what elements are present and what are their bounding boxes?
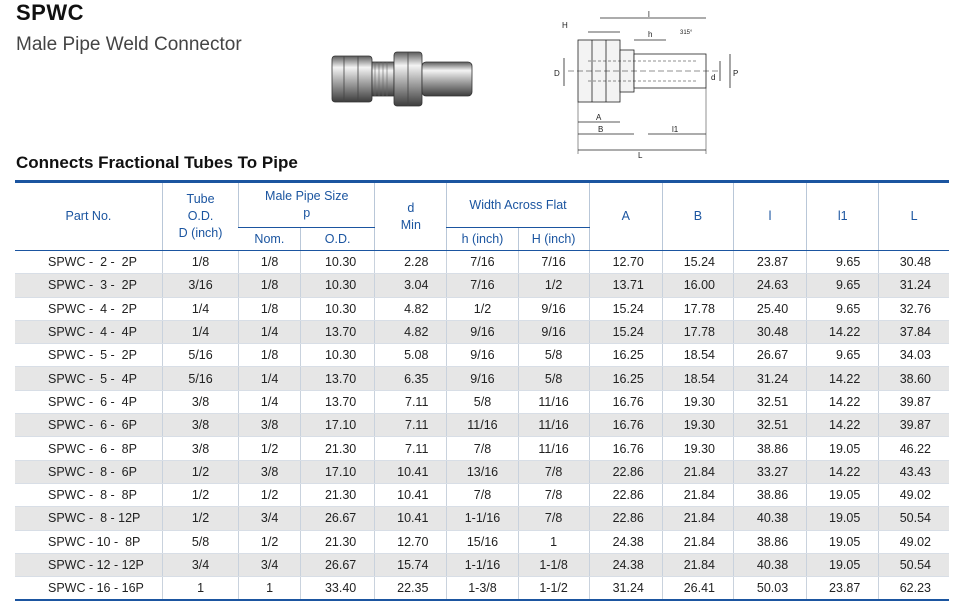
table-cell: 33.40 bbox=[301, 577, 375, 601]
table-cell: 9.65 bbox=[807, 251, 879, 274]
table-cell: 22.35 bbox=[375, 577, 447, 601]
table-cell: 19.30 bbox=[662, 414, 733, 437]
table-cell: 62.23 bbox=[879, 577, 949, 601]
table-cell: 25.40 bbox=[733, 297, 806, 320]
table-cell: 3.04 bbox=[375, 274, 447, 297]
table-cell: 3/8 bbox=[162, 437, 238, 460]
table-row bbox=[15, 437, 949, 460]
table-cell: 5/8 bbox=[447, 390, 518, 413]
table-cell: 4.82 bbox=[375, 297, 447, 320]
section-heading: Connects Fractional Tubes To Pipe bbox=[16, 153, 298, 172]
table-cell: 18.54 bbox=[662, 344, 733, 367]
table-cell: 21.84 bbox=[662, 460, 733, 483]
table-cell: 19.05 bbox=[807, 483, 879, 506]
table-cell: 19.30 bbox=[662, 437, 733, 460]
table-cell: 23.87 bbox=[733, 251, 806, 274]
table-cell: 10.30 bbox=[301, 251, 375, 274]
table-row bbox=[15, 507, 949, 530]
table-cell: 1/8 bbox=[239, 297, 301, 320]
table-cell: 14.22 bbox=[807, 414, 879, 437]
header-nom: Nom. bbox=[239, 228, 301, 251]
header-d-min: d Min bbox=[375, 182, 447, 251]
table-cell: 3/4 bbox=[239, 507, 301, 530]
table-cell: 11/16 bbox=[518, 437, 589, 460]
table-cell: 9.65 bbox=[807, 297, 879, 320]
table-cell: 1/2 bbox=[162, 483, 238, 506]
header-l1: l1 bbox=[807, 182, 879, 251]
table-cell: 13.70 bbox=[301, 320, 375, 343]
part-number-cell: SPWC - 6 - 4P bbox=[15, 390, 162, 413]
dim-label-l1: l1 bbox=[672, 125, 679, 134]
table-cell: 14.22 bbox=[807, 367, 879, 390]
table-cell: 40.38 bbox=[733, 553, 806, 576]
header-l: l bbox=[733, 182, 806, 251]
table-cell: 12.70 bbox=[375, 530, 447, 553]
table-cell: 1-1/8 bbox=[518, 553, 589, 576]
table-cell: 31.24 bbox=[733, 367, 806, 390]
table-cell: 1/8 bbox=[239, 344, 301, 367]
page-title: SPWC bbox=[16, 0, 84, 25]
table-cell: 21.84 bbox=[662, 483, 733, 506]
table-cell: 50.54 bbox=[879, 507, 949, 530]
table-cell: 21.30 bbox=[301, 483, 375, 506]
table-cell: 38.60 bbox=[879, 367, 949, 390]
table-cell: 50.03 bbox=[733, 577, 806, 601]
part-number-cell: SPWC - 8 - 12P bbox=[15, 507, 162, 530]
table-cell: 2.28 bbox=[375, 251, 447, 274]
table-cell: 3/8 bbox=[162, 414, 238, 437]
table-row bbox=[15, 320, 949, 343]
table-cell: 19.05 bbox=[807, 553, 879, 576]
table-cell: 1/4 bbox=[162, 320, 238, 343]
table-cell: 19.05 bbox=[807, 437, 879, 460]
table-cell: 4.82 bbox=[375, 320, 447, 343]
dim-label-H: H bbox=[562, 21, 568, 30]
table-cell: 11/16 bbox=[447, 414, 518, 437]
table-cell: 10.41 bbox=[375, 460, 447, 483]
dim-label-P: P bbox=[733, 69, 739, 78]
table-cell: 1/8 bbox=[239, 274, 301, 297]
table-cell: 1/8 bbox=[162, 251, 238, 274]
table-cell: 10.30 bbox=[301, 274, 375, 297]
dim-label-h: h bbox=[648, 30, 653, 39]
table-cell: 3/8 bbox=[239, 414, 301, 437]
table-cell: 3/16 bbox=[162, 274, 238, 297]
table-cell: 7/8 bbox=[447, 483, 518, 506]
table-cell: 1 bbox=[162, 577, 238, 601]
table-cell: 13.70 bbox=[301, 367, 375, 390]
table-cell: 19.30 bbox=[662, 390, 733, 413]
dim-label-B: B bbox=[598, 125, 604, 134]
table-cell: 11/16 bbox=[518, 414, 589, 437]
part-number-cell: SPWC - 8 - 6P bbox=[15, 460, 162, 483]
table-cell: 26.67 bbox=[733, 344, 806, 367]
table-cell: 1/2 bbox=[447, 297, 518, 320]
table-cell: 1/4 bbox=[162, 297, 238, 320]
table-cell: 1/2 bbox=[162, 507, 238, 530]
part-number-cell: SPWC - 3 - 2P bbox=[15, 274, 162, 297]
table-cell: 3/4 bbox=[239, 553, 301, 576]
table-cell: 30.48 bbox=[879, 251, 949, 274]
table-cell: 1 bbox=[518, 530, 589, 553]
table-cell: 9/16 bbox=[447, 344, 518, 367]
part-number-cell: SPWC - 16 - 16P bbox=[15, 577, 162, 601]
table-cell: 13.71 bbox=[589, 274, 662, 297]
product-image bbox=[328, 48, 476, 110]
table-cell: 22.86 bbox=[589, 460, 662, 483]
table-cell: 16.76 bbox=[589, 390, 662, 413]
table-cell: 17.78 bbox=[662, 297, 733, 320]
header-L: L bbox=[879, 182, 949, 251]
header-part-no: Part No. bbox=[15, 182, 162, 251]
table-cell: 10.30 bbox=[301, 344, 375, 367]
table-cell: 1/2 bbox=[239, 483, 301, 506]
table-cell: 38.86 bbox=[733, 437, 806, 460]
table-cell: 7/8 bbox=[518, 460, 589, 483]
table-cell: 9/16 bbox=[447, 367, 518, 390]
part-number-cell: SPWC - 5 - 2P bbox=[15, 344, 162, 367]
table-cell: 24.38 bbox=[589, 530, 662, 553]
part-number-cell: SPWC - 10 - 8P bbox=[15, 530, 162, 553]
table-cell: 38.86 bbox=[733, 530, 806, 553]
table-row bbox=[15, 344, 949, 367]
table-row bbox=[15, 390, 949, 413]
table-cell: 49.02 bbox=[879, 483, 949, 506]
table-cell: 43.43 bbox=[879, 460, 949, 483]
dim-label-d: d bbox=[711, 73, 716, 82]
table-row bbox=[15, 274, 949, 297]
table-cell: 1/4 bbox=[239, 390, 301, 413]
table-cell: 1/4 bbox=[239, 320, 301, 343]
table-cell: 13/16 bbox=[447, 460, 518, 483]
table-cell: 26.67 bbox=[301, 507, 375, 530]
table-cell: 39.87 bbox=[879, 390, 949, 413]
table-cell: 5/16 bbox=[162, 367, 238, 390]
header-A: A bbox=[589, 182, 662, 251]
table-cell: 24.63 bbox=[733, 274, 806, 297]
table-cell: 15/16 bbox=[447, 530, 518, 553]
table-cell: 9.65 bbox=[807, 344, 879, 367]
part-number-cell: SPWC - 4 - 4P bbox=[15, 320, 162, 343]
table-cell: 21.30 bbox=[301, 530, 375, 553]
table-cell: 31.24 bbox=[589, 577, 662, 601]
table-cell: 21.84 bbox=[662, 530, 733, 553]
table-cell: 1-1/16 bbox=[447, 507, 518, 530]
header-tube-od: Tube O.D. D (inch) bbox=[162, 182, 238, 251]
table-cell: 24.38 bbox=[589, 553, 662, 576]
table-cell: 17.10 bbox=[301, 414, 375, 437]
table-cell: 9/16 bbox=[447, 320, 518, 343]
header-h-inch: h (inch) bbox=[447, 228, 518, 251]
table-cell: 7/8 bbox=[518, 483, 589, 506]
table-cell: 21.30 bbox=[301, 437, 375, 460]
table-cell: 7.11 bbox=[375, 414, 447, 437]
table-cell: 5/16 bbox=[162, 344, 238, 367]
table-cell: 14.22 bbox=[807, 460, 879, 483]
table-cell: 7/16 bbox=[447, 251, 518, 274]
table-row bbox=[15, 251, 949, 274]
table-cell: 5/8 bbox=[518, 367, 589, 390]
part-number-cell: SPWC - 2 - 2P bbox=[15, 251, 162, 274]
table-cell: 1 bbox=[239, 577, 301, 601]
table-cell: 3/4 bbox=[162, 553, 238, 576]
table-cell: 15.24 bbox=[589, 297, 662, 320]
table-cell: 32.76 bbox=[879, 297, 949, 320]
header-od: O.D. bbox=[301, 228, 375, 251]
part-number-cell: SPWC - 6 - 6P bbox=[15, 414, 162, 437]
table-cell: 14.22 bbox=[807, 390, 879, 413]
table-cell: 40.38 bbox=[733, 507, 806, 530]
header-H-inch: H (inch) bbox=[518, 228, 589, 251]
table-cell: 1/2 bbox=[518, 274, 589, 297]
table-cell: 38.86 bbox=[733, 483, 806, 506]
page-subtitle: Male Pipe Weld Connector bbox=[16, 34, 242, 55]
table-cell: 33.27 bbox=[733, 460, 806, 483]
table-row bbox=[15, 483, 949, 506]
table-cell: 23.87 bbox=[807, 577, 879, 601]
spec-table-body bbox=[15, 251, 949, 601]
table-cell: 16.25 bbox=[589, 367, 662, 390]
dim-label-l: l bbox=[648, 10, 650, 19]
dimension-drawing bbox=[548, 10, 748, 160]
header-width-across-flat: Width Across Flat bbox=[447, 182, 589, 228]
table-cell: 46.22 bbox=[879, 437, 949, 460]
table-cell: 6.35 bbox=[375, 367, 447, 390]
table-cell: 32.51 bbox=[733, 390, 806, 413]
table-cell: 18.54 bbox=[662, 367, 733, 390]
header-male-pipe-size: Male Pipe Size p bbox=[239, 182, 375, 228]
part-number-cell: SPWC - 8 - 8P bbox=[15, 483, 162, 506]
part-number-cell: SPWC - 12 - 12P bbox=[15, 553, 162, 576]
table-cell: 30.48 bbox=[733, 320, 806, 343]
table-row bbox=[15, 414, 949, 437]
table-cell: 1/2 bbox=[162, 460, 238, 483]
table-cell: 16.00 bbox=[662, 274, 733, 297]
table-cell: 5/8 bbox=[518, 344, 589, 367]
table-cell: 17.10 bbox=[301, 460, 375, 483]
table-cell: 9/16 bbox=[518, 297, 589, 320]
dim-label-L: L bbox=[638, 151, 643, 160]
dim-label-angle: 315° bbox=[680, 30, 693, 36]
table-cell: 1/2 bbox=[239, 437, 301, 460]
table-cell: 21.84 bbox=[662, 553, 733, 576]
table-cell: 49.02 bbox=[879, 530, 949, 553]
table-cell: 39.87 bbox=[879, 414, 949, 437]
header-B: B bbox=[662, 182, 733, 251]
table-cell: 37.84 bbox=[879, 320, 949, 343]
table-cell: 7/8 bbox=[447, 437, 518, 460]
table-cell: 12.70 bbox=[589, 251, 662, 274]
table-cell: 1/2 bbox=[239, 530, 301, 553]
table-cell: 3/8 bbox=[239, 460, 301, 483]
table-cell: 7.11 bbox=[375, 437, 447, 460]
table-row bbox=[15, 460, 949, 483]
table-cell: 16.76 bbox=[589, 437, 662, 460]
table-cell: 15.24 bbox=[589, 320, 662, 343]
spec-table bbox=[15, 180, 949, 601]
table-row bbox=[15, 530, 949, 553]
table-cell: 7/16 bbox=[518, 251, 589, 274]
table-cell: 10.41 bbox=[375, 483, 447, 506]
table-cell: 9.65 bbox=[807, 274, 879, 297]
table-cell: 26.41 bbox=[662, 577, 733, 601]
table-cell: 34.03 bbox=[879, 344, 949, 367]
table-cell: 19.05 bbox=[807, 507, 879, 530]
table-cell: 21.84 bbox=[662, 507, 733, 530]
part-number-cell: SPWC - 5 - 4P bbox=[15, 367, 162, 390]
table-cell: 13.70 bbox=[301, 390, 375, 413]
table-cell: 10.30 bbox=[301, 297, 375, 320]
table-cell: 1/8 bbox=[239, 251, 301, 274]
part-number-cell: SPWC - 4 - 2P bbox=[15, 297, 162, 320]
table-row bbox=[15, 367, 949, 390]
table-cell: 11/16 bbox=[518, 390, 589, 413]
table-cell: 1-1/16 bbox=[447, 553, 518, 576]
table-cell: 32.51 bbox=[733, 414, 806, 437]
table-cell: 10.41 bbox=[375, 507, 447, 530]
table-cell: 17.78 bbox=[662, 320, 733, 343]
table-cell: 26.67 bbox=[301, 553, 375, 576]
table-cell: 7/16 bbox=[447, 274, 518, 297]
table-row bbox=[15, 553, 949, 576]
dim-label-D: D bbox=[554, 69, 560, 78]
table-cell: 1/4 bbox=[239, 367, 301, 390]
table-cell: 9/16 bbox=[518, 320, 589, 343]
table-row bbox=[15, 297, 949, 320]
table-cell: 7/8 bbox=[518, 507, 589, 530]
table-cell: 16.25 bbox=[589, 344, 662, 367]
table-row bbox=[15, 577, 949, 601]
table-cell: 15.24 bbox=[662, 251, 733, 274]
table-cell: 1-1/2 bbox=[518, 577, 589, 601]
table-cell: 3/8 bbox=[162, 390, 238, 413]
table-cell: 22.86 bbox=[589, 507, 662, 530]
table-cell: 16.76 bbox=[589, 414, 662, 437]
table-cell: 31.24 bbox=[879, 274, 949, 297]
table-cell: 5/8 bbox=[162, 530, 238, 553]
table-cell: 22.86 bbox=[589, 483, 662, 506]
table-cell: 14.22 bbox=[807, 320, 879, 343]
table-cell: 7.11 bbox=[375, 390, 447, 413]
table-cell: 15.74 bbox=[375, 553, 447, 576]
table-cell: 5.08 bbox=[375, 344, 447, 367]
dim-label-A: A bbox=[596, 113, 602, 122]
table-cell: 50.54 bbox=[879, 553, 949, 576]
table-cell: 19.05 bbox=[807, 530, 879, 553]
table-cell: 1-3/8 bbox=[447, 577, 518, 601]
part-number-cell: SPWC - 6 - 8P bbox=[15, 437, 162, 460]
